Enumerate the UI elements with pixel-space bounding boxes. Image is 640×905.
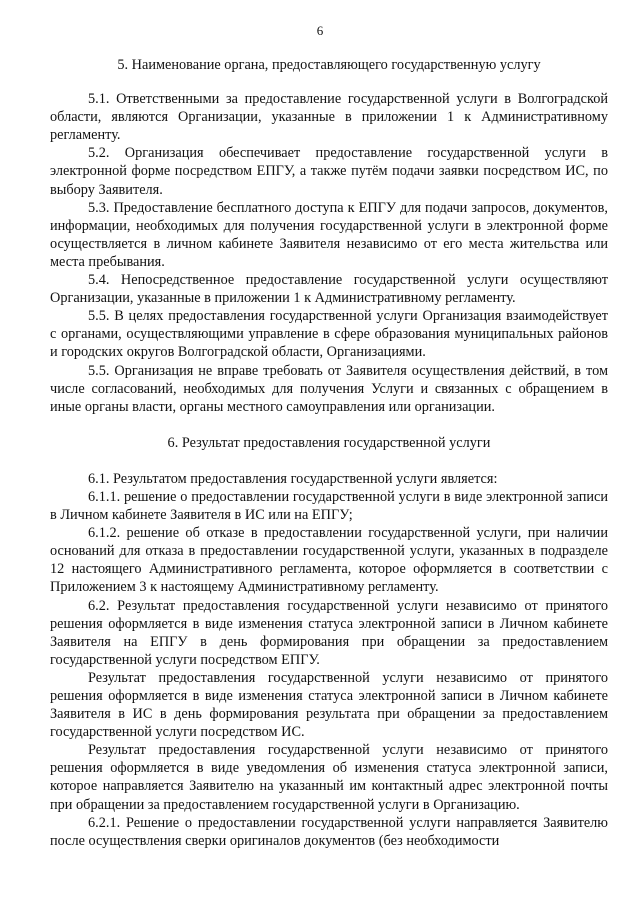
paragraph-6-1-2: 6.1.2. решение об отказе в предоставлении государственной услуги, при наличии оснований для отказа в предоставлении государственной услуги, указанных в подразделе 12 настоящего Административного регламента, которое оформляется в соответствии с Приложением 3 к настоящему Административному регламенту. <box>50 525 608 596</box>
section-5-title: 5. Наименование органа, предоставляющего государственную услугу <box>117 57 541 73</box>
paragraph-6-2-email: Результат предоставления государственной услуги независимо от принятого решения оформляется в виде уведомления об изменения статуса электронной записи, которое направляется Заявителю на указанный им контактный адрес электронной почты при обращении за предоставлением государственной услуги в Организацию. <box>50 742 608 813</box>
section-6-title: 6. Результат предоставления государственной услуги <box>167 434 491 451</box>
paragraph-6-2-is: Результат предоставления государственной услуги независимо от принятого решения оформляется в виде изменения статуса электронной записи в Личном кабинете Заявителя в ИС в день формирования результата при обращении за предоставлением государственной услуги посредством ИС. <box>50 669 608 741</box>
page-number: 6 <box>316 23 324 38</box>
paragraph-6-2: 6.2. Результат предоставления государственной услуги независимо от принятого решения оформляется в виде изменения статуса электронной записи в Личном кабинете Заявителя на ЕПГУ в день формирования при обращении за предоставлением государственной услуги посредством ЕПГУ. <box>50 597 608 668</box>
paragraph-5-2: 5.2. Организация обеспечивает предоставление государственной услуги в электронной форме посредством ЕПГУ, а также путём подачи заявки посредством ИС, по выбору Заявителя. <box>50 145 608 198</box>
paragraph-6-1-1: 6.1.1. решение о предоставлении государственной услуги в виде электронной записи в Личном кабинете Заявителя в ИС или на ЕПГУ; <box>50 488 608 524</box>
paragraph-5-5a: 5.5. В целях предоставления государственной услуги Организация взаимодействует с органами, осуществляющими управление в сфере образования муниципальных районов и городских округов Волгоградской области, Организациями. <box>50 308 608 361</box>
paragraph-5-3: 5.3. Предоставление бесплатного доступа к ЕПГУ для подачи запросов, документов, информации, необходимых для получения государственной услуги в электронной форме осуществляется в личном кабинете Заявителя независимо от его места жительства или места пребывания. <box>50 199 608 270</box>
paragraph-5-1: 5.1. Ответственными за предоставление государственной услуги в Волгоградской области, являются Организации, указанные в приложении 1 к Административному регламенту. <box>50 91 608 144</box>
paragraph-5-5b: 5.5. Организация не вправе требовать от Заявителя осуществления действий, в том числе согласований, необходимых для получения Услуги и связанных с обращением в иные органы власти, органы местного самоуправления или организации. <box>50 362 608 415</box>
document-body <box>50 56 608 850</box>
paragraph-6-1: 6.1. Результатом предоставления государственной услуги является: <box>88 470 498 487</box>
paragraph-5-4: 5.4. Непосредственное предоставление государственной услуги осуществляют Организации, указанные в приложении 1 к Административному регламенту. <box>50 272 608 307</box>
paragraph-6-2-1: 6.2.1. Решение о предоставлении государственной услуги направляется Заявителю после осуществления сверки оригиналов документов (без необходимости <box>50 814 608 849</box>
